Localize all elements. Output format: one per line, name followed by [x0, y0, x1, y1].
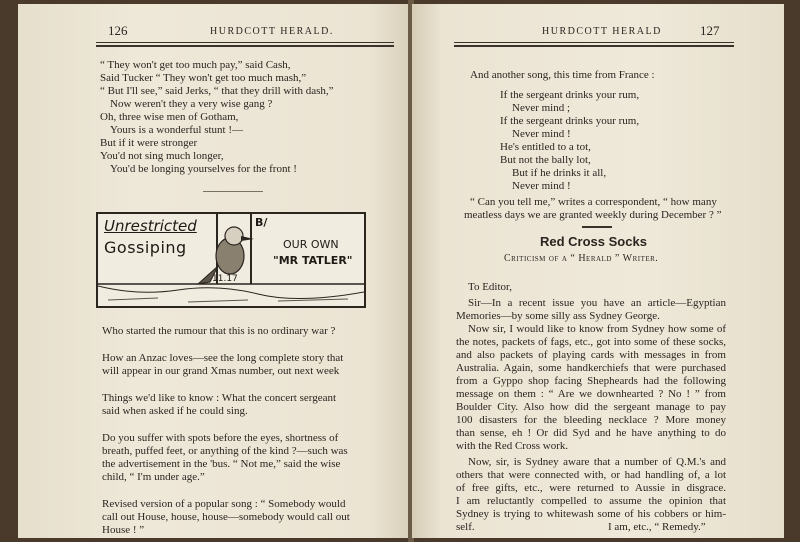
cartoon-date: 11.17 — [212, 274, 238, 284]
verse-line: Yours is a wonderful stunt !— — [110, 124, 244, 136]
page-number: 127 — [700, 23, 720, 38]
question-line: meatless days we are granted weekly during December ? ” — [464, 209, 722, 221]
running-header: HURDCOTT HERALD — [542, 26, 662, 37]
page-number: 126 — [108, 23, 128, 38]
paragraph: will appear in our grand Xmas number, out next week — [102, 365, 340, 377]
header-rule — [454, 42, 734, 43]
section-divider — [203, 191, 263, 192]
cartoon-title-2: Gossiping — [104, 238, 187, 257]
song-line: Never mind ! — [512, 128, 571, 140]
paragraph: Who started the rumour that this is no ordinary war ? — [102, 325, 336, 337]
body-line: self. — [456, 521, 475, 533]
intro-line: And another song, this time from France : — [470, 69, 655, 81]
verse-line: But if it were stronger — [100, 137, 198, 149]
artist-signature: B/ — [255, 216, 268, 229]
body-line: from a Gyppo shop facing Shepheards had the following — [456, 375, 726, 387]
header-rule-thick — [96, 45, 394, 47]
section-divider — [582, 226, 612, 228]
paragraph: child, “ I'm under age.” — [102, 471, 205, 483]
kookaburra-illustration — [98, 214, 364, 306]
body-line: 100 disasters for the bleeding necklace ? More money — [456, 414, 726, 426]
body-line: Now, sir, is Sydney aware that a number of Q.M.'s and — [468, 456, 726, 468]
right-page — [412, 4, 784, 538]
song-line: He's entitled to a tot, — [500, 141, 591, 153]
body-line: message on them : “ Are we downhearted ? No ! ” from — [456, 388, 726, 400]
song-line: Never mind ! — [512, 180, 571, 192]
body-line: Australia. Again, some handkerchiefs that were purchased — [456, 362, 726, 374]
salutation: To Editor, — [468, 281, 513, 293]
body-line: and also packets of playing cards with messages in from — [456, 349, 726, 361]
signoff: I am, etc., “ Remedy.” — [608, 521, 706, 533]
paragraph: Do you suffer with spots before the eyes, shortness of — [102, 432, 339, 444]
header-rule — [96, 42, 394, 43]
verse-line: Said Tucker “ They won't get too much mash,” — [100, 72, 307, 84]
verse-line: “ But I'll see,” said Jerks, “ that they drill with dash,” — [100, 85, 334, 97]
paragraph: How an Anzac loves—see the long complete story that — [102, 352, 344, 364]
song-line: If the sergeant drinks your rum, — [500, 89, 640, 101]
paragraph: Things we'd like to know : What the concert sergeant — [102, 392, 337, 404]
question-line: “ Can you tell me,” writes a correspondent, “ how many — [470, 196, 717, 208]
running-header: HURDCOTT HERALD. — [210, 26, 334, 37]
body-line: than sense, eh ! Or did Syd and he have anything to do — [456, 427, 726, 439]
cartoon-caption: OUR OWN — [283, 238, 339, 251]
body-line: Memories—by some silly ass Sydney George. — [456, 310, 660, 322]
song-line: Never mind ; — [512, 102, 571, 114]
song-line: But if he drinks it all, — [512, 167, 607, 179]
paragraph: call out House, house, house—somebody would call out — [102, 511, 350, 523]
paragraph: House ! ” — [102, 524, 145, 536]
cartoon-title: Unrestricted — [104, 217, 197, 235]
body-line: with the Red Cross work. — [456, 440, 569, 452]
article-title: Red Cross Socks — [540, 234, 647, 249]
header-rule-thick — [454, 45, 734, 47]
article-subtitle: Criticism of a “ Herald ” Writer. — [504, 253, 659, 264]
cartoon-illustration — [96, 212, 366, 308]
verse-line: You'd be longing yourselves for the front ! — [110, 163, 297, 175]
body-line: Sir—In a recent issue you have an article—Egyptian — [468, 297, 726, 309]
paragraph: breath, puffed feet, or anything of the kind ?—such was — [102, 445, 348, 457]
left-page — [18, 4, 410, 538]
body-line: of free gifts, etc., were returned to Aussie in disgrace. — [456, 482, 726, 494]
song-line: If the sergeant drinks your rum, — [500, 115, 640, 127]
paragraph: said when asked if he could sing. — [102, 405, 248, 417]
song-line: But not the bally lot, — [500, 154, 591, 166]
verse-line: “ They won't get too much pay,” said Cash, — [100, 59, 291, 71]
verse-line: You'd not sing much longer, — [100, 150, 224, 162]
paragraph: Revised version of a popular song : “ Somebody would — [102, 498, 346, 510]
cartoon-caption-2: "MR TATLER" — [273, 254, 353, 267]
paragraph: the advertisement in the 'bus. “ Not me,” said the wise — [102, 458, 341, 470]
body-line: the notes, packets of fags, etc., got into some of these socks, — [456, 336, 726, 348]
verse-line: Now weren't they a very wise gang ? — [110, 98, 273, 110]
body-line: Boulder City. Also how did the sergeant manage to pay — [456, 401, 726, 413]
body-line: Now sir, I would like to know from Sydney how some of — [468, 323, 726, 335]
body-line: I am reluctantly compelled to assume the opinion that — [456, 495, 726, 507]
body-line: others that were connected with, or had handling of, a lot — [456, 469, 726, 481]
body-line: Sydney is trying to whitewash some of his cobbers or him- — [456, 508, 726, 520]
verse-line: Oh, three wise men of Gotham, — [100, 111, 239, 123]
